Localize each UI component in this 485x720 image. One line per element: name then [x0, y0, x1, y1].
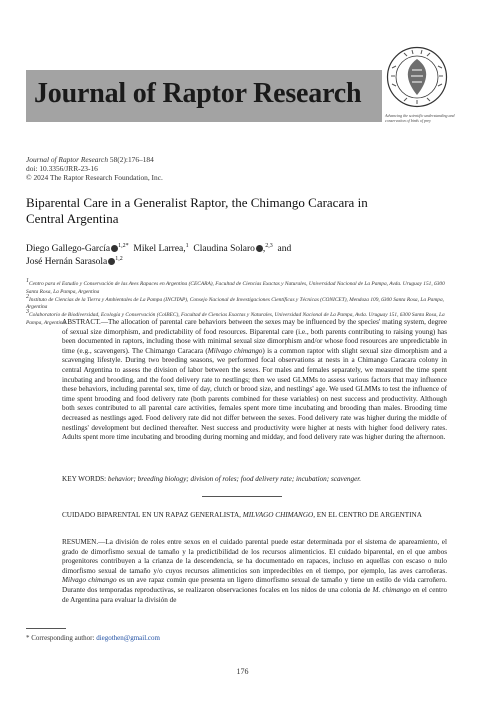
- keywords-label: KEY WORDS:: [62, 475, 107, 483]
- author-name: Claudina Solaro: [193, 244, 255, 254]
- spanish-abstract: [62, 538, 447, 605]
- citation-copyright: © 2024 The Raptor Research Foundation, Inc.: [26, 173, 163, 182]
- author-name: Mikel Larrea,: [133, 244, 186, 254]
- affiliation-number: 1: [26, 278, 29, 285]
- abstract-species-name: Milvago chimango: [207, 346, 263, 355]
- author-name: José Hernán Sarasola: [26, 257, 108, 267]
- affiliation: [26, 278, 456, 296]
- footnote-label: * Corresponding author:: [26, 634, 97, 642]
- author-name: Diego Gallego-García: [26, 244, 111, 254]
- keywords: [62, 475, 447, 485]
- abstract-dash: —: [100, 318, 108, 326]
- article-title-line: Central Argentina: [26, 210, 119, 226]
- citation-journal-line: [26, 155, 163, 164]
- resumen-species-name: M. chimango: [372, 585, 411, 594]
- spanish-title-species: MILVAGO CHIMANGO: [242, 511, 314, 519]
- corresponding-author-email-link[interactable]: diegothen@gmail.com: [96, 634, 160, 642]
- abstract-text: The allocation of parental care behaviors between the sexes may be influenced by the species' mating system, degree of sexual size dimorphism, and predictability of food resources. Biparental care (i.e., both parents contributing to raising young) has been documented in raptors, including those with minimal sexual size dimorphism and/or whose food resources are unpredictable in time (e.g., scavengers). The Chimango Caracara (: [62, 318, 447, 355]
- author-line: [26, 256, 446, 269]
- author-joiner: and: [277, 244, 292, 254]
- author-affiliation-marker: 1,2*: [118, 242, 129, 249]
- author-affiliation-marker: 1,2: [115, 255, 123, 262]
- footnote-rule: [26, 628, 66, 629]
- citation-doi: doi: 10.3356/JRR-23-16: [26, 164, 98, 173]
- affiliation-number: 2: [26, 293, 29, 300]
- seal-caption: Advancing the scientific understanding and conservation of birds of prey: [385, 113, 455, 124]
- spanish-title: [62, 511, 447, 521]
- affiliation-text: Instituto de Ciencias de la Tierra y Ambientales de La Pampa (INCITAP), Consejo Nacional de Investigaciones Científicas y Técnicas (CONICET), Mendoza 109, 6300 Santa Rosa, La Pampa, Argentina: [26, 296, 444, 310]
- section-divider: [202, 496, 282, 497]
- citation-journal-name: Journal of Raptor Research: [26, 155, 109, 164]
- resumen-label: RESUMEN.: [62, 538, 99, 546]
- resumen-text: en el centro de Argentina para evaluar la división de: [62, 585, 447, 604]
- raptor-research-foundation-seal-icon: [386, 46, 448, 108]
- affiliation: [26, 293, 456, 312]
- journal-name: Journal of Raptor Research: [34, 78, 362, 109]
- affiliation-number: 3: [26, 309, 29, 316]
- resumen-text: es un ave rapaz común que presenta un ligero dimorfismo sexual de tamaño y tiene un estilo de vida carroñero. Durante dos temporadas reproductivas, se realizaron observaciones focales en los nidos de una colonia de: [62, 576, 447, 594]
- abstract-label: ABSTRACT.: [62, 318, 101, 326]
- orcid-icon[interactable]: [256, 245, 263, 252]
- keywords-list: behavior; breeding biology; division of roles; food delivery rate; incubation; scavenger.: [107, 475, 362, 483]
- corresponding-author-footnote: [26, 634, 160, 642]
- page-number: 176: [236, 667, 249, 676]
- spanish-title-text: CUIDADO BIPARENTAL EN UN RAPAZ GENERALISTA,: [62, 511, 243, 519]
- affiliation-text: Centro para el Estudio y Conservación de las Aves Rapaces en Argentina (CECARA), Facultad de Ciencias Exactas y Naturales, Universidad Nacional de La Pampa, Avda. Uruguay 151, 6300 Santa Rosa, La Pampa, Argentina: [26, 281, 445, 295]
- resumen-species-name: Milvago chimango: [62, 576, 117, 585]
- spanish-title-text: , EN EL CENTRO DE ARGENTINA: [313, 511, 422, 519]
- affiliation-text: Colaboratorio de Biodiversidad, Ecología y Conservación (ColBEC), Facultad de Ciencias Exactas y Naturales, Universidad Nacional de La Pampa, Avda. Uruguay 151, 6300 Santa Rosa, La Pampa, Argentina: [26, 312, 445, 326]
- journal-banner: [26, 70, 382, 122]
- citation-block: [26, 155, 163, 182]
- author-affiliation-marker: 2,3: [265, 242, 273, 249]
- article-title-line: Biparental Care in a Generalist Raptor, the Chimango Caracara in: [26, 195, 368, 210]
- english-abstract: [62, 318, 447, 443]
- resumen-dash: —: [98, 538, 106, 546]
- author-list: [26, 243, 446, 269]
- citation-volume: 58(2):176–184: [108, 155, 154, 164]
- author-affiliation-marker: 1: [185, 242, 189, 249]
- author-line: Diego Gallego-García $^{1,2*}$ Mikel Larrea,$^1$ Claudina Solaro ,$^{2,3}$ and: [26, 242, 292, 254]
- article-title: [26, 195, 446, 226]
- resumen-text: La división de roles entre sexos en el cuidado parental puede estar determinada por el sistema de apareamiento, el grado de dimorfismo sexual de tamaño y la predictibilidad de los recursos alimenticios. El cuidado biparental, en el que ambos progenitores contribuyen a la crianza de la descendencia, se ha documentado en rapaces, incluso en aquellas con escaso o nulo dimorfismo sexual de tamaño y/o cuyos recursos alimenticios son impredecibles en el tiempo, por ejemplo, las aves carroñeras.: [62, 538, 447, 575]
- abstract-text: ) is a common raptor with slight sexual size dimorphism and a scavenging lifestyle. During two breeding seasons, we performed focal observations at nests in a Chimango Caracara colony in central Argentina to assess the division of labor between the sexes. For males and females separately, we measured the time spent incubating and brooding, and the food delivery rate to nestlings; then we used GLMMs to assess various factors that may influence these behaviors, including parental sex, time of day, clutch or brood size, and nestlings' age. We used GLMMs to test the influence of time spent brooding and food delivery rate (both parents combined for these variables) on nest success and productivity. Although both sexes contributed to all parental care activities, females spent more time incubating and brooding than males. Brooding time decreased as nestlings aged. Food delivery rate did not differ between the sexes. Food delivery rate was higher during the middle of nestlings' development but declined thereafter. Nest success and productivity were higher at nests with higher food delivery rates. Adults spent more time incubating and brooding during morning and midday, and food delivery rate was higher during the afternoon.: [62, 346, 447, 442]
